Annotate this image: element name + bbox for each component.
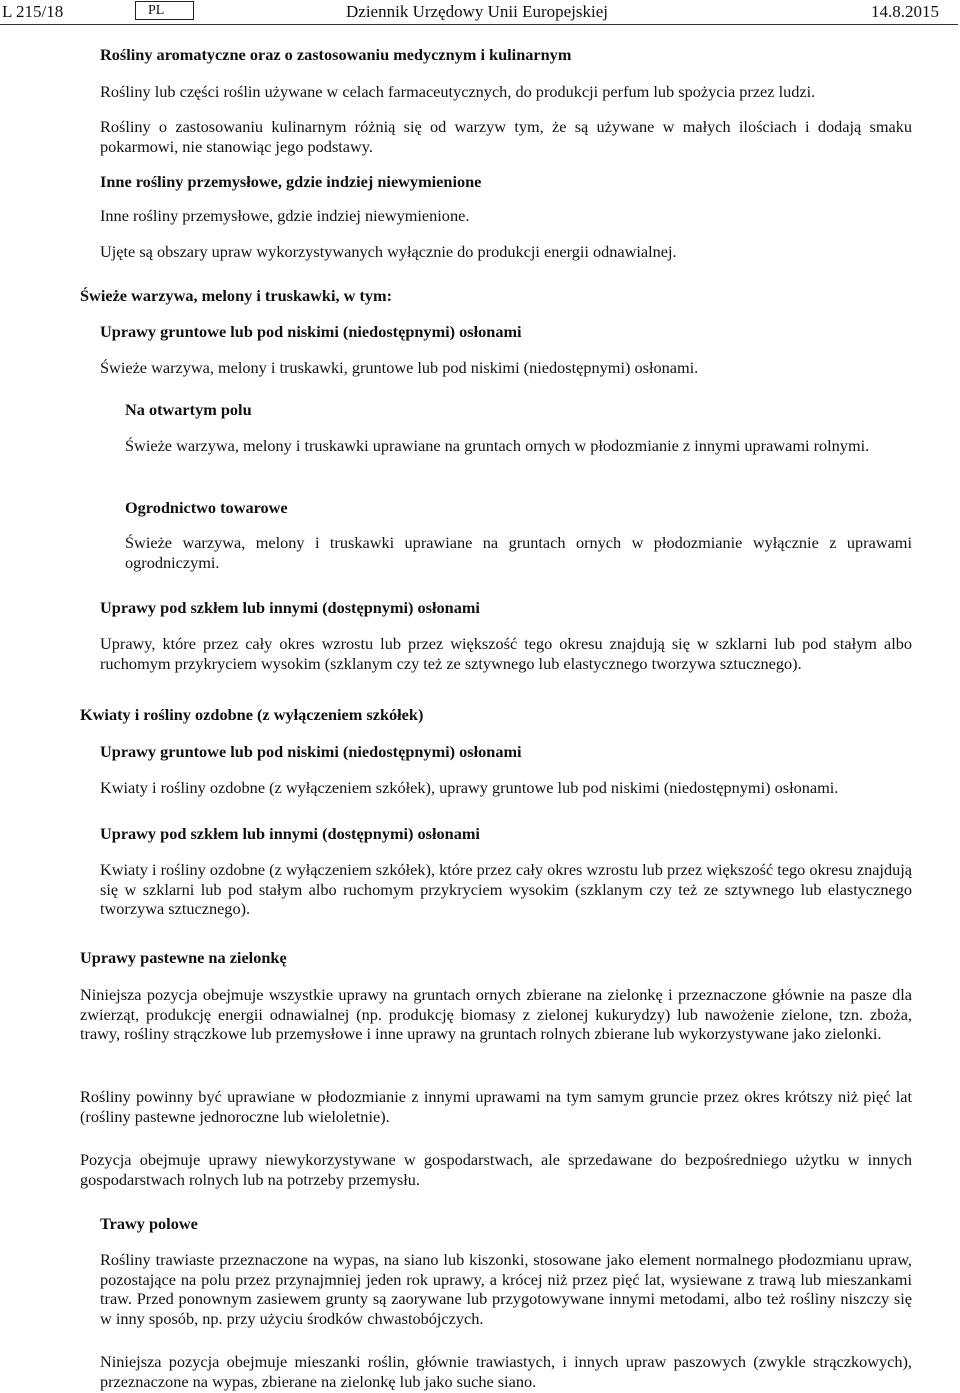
subheading-veg-market: Ogrodnictwo towarowe bbox=[125, 498, 288, 517]
subheading-flowers-open: Uprawy gruntowe lub pod niskimi (niedostępnymi) osłonami bbox=[100, 742, 522, 761]
paragraph-industrial-1: Inne rośliny przemysłowe, gdzie indziej niewymienione. bbox=[100, 206, 470, 225]
paragraph-field-grass-2: Niniejsza pozycja obejmuje mieszanki roślin, głównie trawiastych, i innych upraw paszowych (zwykle strączkowych), przeznaczone na wypas, zbierane na zielonkę lub jako suche siano. bbox=[100, 1352, 912, 1391]
paragraph-veg-field: Świeże warzywa, melony i truskawki uprawiane na gruntach ornych w płodozmianie z innymi uprawami rolnymi. bbox=[125, 436, 870, 455]
paragraph-veg-open: Świeże warzywa, melony i truskawki, gruntowe lub pod niskimi (niedostępnymi) osłonami. bbox=[100, 358, 699, 377]
paragraph-veg-glass: Uprawy, które przez cały okres wzrostu lub przez większość tego okresu znajdują się w szklarni lub pod stałym albo ruchomym przykryciem wysokim (szklanym czy też ze sztywnego lub elastycznego tworzywa sztucznego). bbox=[100, 634, 912, 673]
page-header bbox=[0, 0, 960, 24]
subheading-veg-open: Uprawy gruntowe lub pod niskimi (niedostępnymi) osłonami bbox=[100, 322, 522, 341]
section-heading-flowers: Kwiaty i rośliny ozdobne (z wyłączeniem szkółek) bbox=[80, 705, 424, 724]
section-heading-vegetables: Świeże warzywa, melony i truskawki, w tym: bbox=[80, 286, 393, 305]
subheading-flowers-glass: Uprawy pod szkłem lub innymi (dostępnymi) osłonami bbox=[100, 824, 480, 843]
subheading-veg-glass: Uprawy pod szkłem lub innymi (dostępnymi) osłonami bbox=[100, 598, 480, 617]
publication-date: 14.8.2015 bbox=[871, 2, 939, 21]
section-heading-aromatic: Rośliny aromatyczne oraz o zastosowaniu medycznym i kulinarnym bbox=[100, 45, 572, 64]
paragraph-aromatic-2: Rośliny o zastosowaniu kulinarnym różnią się od warzyw tym, że są używane w małych ilościach i dodają smaku pokarmowi, nie stanowiąc jego podstawy. bbox=[100, 117, 912, 156]
subheading-field-grass: Trawy polowe bbox=[100, 1214, 198, 1233]
page-reference: L 215/18 bbox=[2, 2, 64, 21]
paragraph-flowers-open: Kwiaty i rośliny ozdobne (z wyłączeniem szkółek), uprawy gruntowe lub pod niskimi (niedostępnymi) osłonami. bbox=[100, 778, 839, 797]
section-heading-industrial: Inne rośliny przemysłowe, gdzie indziej niewymienione bbox=[100, 172, 482, 191]
subheading-veg-field: Na otwartym polu bbox=[125, 400, 252, 419]
paragraph-flowers-glass: Kwiaty i rośliny ozdobne (z wyłączeniem szkółek), które przez cały okres wzrostu lub przez większość tego okresu znajdują się w szklarni lub pod stałym albo ruchomym przykryciem wysokim (szklanym czy też ze sztywnego lub elastycznego tworzywa sztucznego). bbox=[100, 860, 912, 918]
paragraph-green-fodder-3: Pozycja obejmuje uprawy niewykorzystywane w gospodarstwach, ale sprzedawane do bezpośredniego użytku w innych gospodarstwach rolnych lub na potrzeby przemysłu. bbox=[80, 1150, 912, 1189]
paragraph-aromatic-1: Rośliny lub części roślin używane w celach farmaceutycznych, do produkcji perfum lub spożycia przez ludzi. bbox=[100, 82, 816, 101]
paragraph-field-grass-1: Rośliny trawiaste przeznaczone na wypas, na siano lub kiszonki, stosowane jako element normalnego płodozmianu upraw, pozostające na polu przez przynajmniej jeden rok uprawy, a krócej niż przez pięć lat, wysiewane z trawą lub mieszankami traw. Przed ponownym zasiewem grunty są zaorywane lub przygotowywane innymi metodami, albo też rośliny niszczy się w inny sposób, np. przy użyciu środków chwastobójczych. bbox=[100, 1250, 912, 1328]
paragraph-green-fodder-2: Rośliny powinny być uprawiane w płodozmianie z innymi uprawami na tym samym gruncie przez okres krótszy niż pięć lat (rośliny pastewne jednoroczne lub wieloletnie). bbox=[80, 1087, 912, 1126]
journal-title: Dziennik Urzędowy Unii Europejskiej bbox=[346, 2, 609, 21]
header-rule bbox=[0, 24, 958, 25]
paragraph-veg-market: Świeże warzywa, melony i truskawki uprawiane na gruntach ornych w płodozmianie wyłącznie z uprawami ogrodniczymi. bbox=[125, 533, 912, 572]
paragraph-industrial-2: Ujęte są obszary upraw wykorzystywanych wyłącznie do produkcji energii odnawialnej. bbox=[100, 242, 677, 261]
section-heading-green-fodder: Uprawy pastewne na zielonkę bbox=[80, 948, 287, 967]
language-badge: PL bbox=[135, 1, 194, 20]
paragraph-green-fodder-1: Niniejsza pozycja obejmuje wszystkie uprawy na gruntach ornych zbierane na zielonkę i przeznaczone głównie na pasze dla zwierząt, produkcję energii odnawialnej (np. produkcję biomasy z zielonej kukurydzy) lub nawożenie zielone, tzn. zboża, trawy, rośliny strączkowe lub przemysłowe i inne uprawy na gruntach rolnych zbierane lub wykorzystywane jako zielonki. bbox=[80, 985, 912, 1043]
